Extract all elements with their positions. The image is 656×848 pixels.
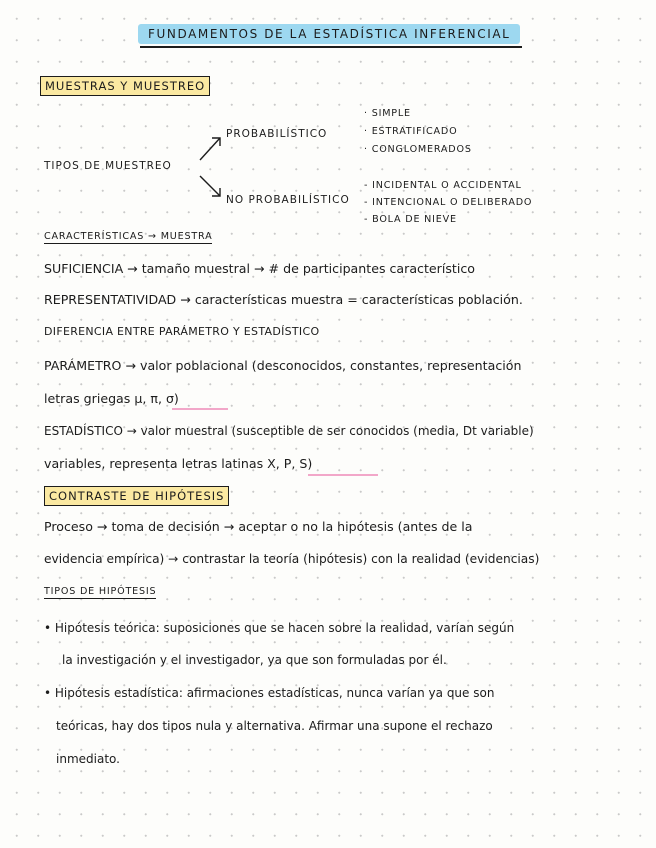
bullet-line: teóricas, hay dos tipos nula y alternativa. Afirmar una supone el rechazo: [56, 719, 493, 733]
page-title: FUNDAMENTOS DE LA ESTADÍSTICA INFERENCIAL: [138, 24, 520, 44]
bullet-line: inmediato.: [56, 752, 120, 766]
text-line: Proceso → toma de decisión → aceptar o no la hipótesis (antes de la: [44, 519, 473, 534]
no-probabilistico-label: NO PROBABILÍSTICO: [226, 194, 350, 206]
prob-item: · SIMPLE: [364, 108, 411, 119]
text-line: [44, 391, 179, 406]
text-segment: letras griegas μ, π, σ): [44, 391, 179, 406]
text-line: ESTADÍSTICO → valor muestral (susceptible de ser conocidos (media, Dt variable): [44, 424, 534, 438]
tipos-muestreo-label: TIPOS DE MUESTREO: [44, 160, 172, 172]
prob-item: · CONGLOMERADOS: [364, 144, 472, 155]
text-line: variables, representa letras latinas X, P, S): [44, 456, 313, 471]
highlight-greek: [172, 408, 228, 410]
section-heading-contraste: CONTRASTE DE HIPÓTESIS: [44, 486, 229, 506]
text-line: REPRESENTATIVIDAD → características muestra = características población.: [44, 292, 523, 307]
text-line: PARÁMETRO → valor poblacional (desconocidos, constantes, representación: [44, 358, 522, 373]
probabilistico-label: PROBABILÍSTICO: [226, 128, 328, 140]
bullet-line: • Hipótesis teórica: suposiciones que se hacen sobre la realidad, varían según: [44, 621, 515, 635]
highlight-latin: [308, 474, 378, 476]
prob-item: · ESTRATIFICADO: [364, 126, 458, 137]
caracteristicas-heading: CARACTERÍSTICAS → MUESTRA: [44, 231, 213, 242]
bullet-line: la investigación y el investigador, ya que son formuladas por él.: [62, 653, 447, 667]
tree-arrows: [0, 0, 656, 260]
tipos-hipotesis-heading: TIPOS DE HIPÓTESIS: [44, 586, 157, 597]
text-line: evidencia empírica) → contrastar la teoría (hipótesis) con la realidad (evidencias): [44, 552, 540, 566]
text-line: SUFICIENCIA → tamaño muestral → # de participantes característico: [44, 261, 475, 276]
noprob-item: - INTENCIONAL O DELIBERADO: [364, 197, 533, 208]
section-heading-muestras: MUESTRAS Y MUESTREO: [40, 76, 210, 96]
bullet-line: • Hipótesis estadística: afirmaciones estadísticas, nunca varían ya que son: [44, 686, 495, 700]
text-line: DIFERENCIA ENTRE PARÁMETRO Y ESTADÍSTICO: [44, 325, 320, 338]
noprob-item: - BOLA DE NIEVE: [364, 214, 457, 225]
noprob-item: - INCIDENTAL O ACCIDENTAL: [364, 180, 522, 191]
